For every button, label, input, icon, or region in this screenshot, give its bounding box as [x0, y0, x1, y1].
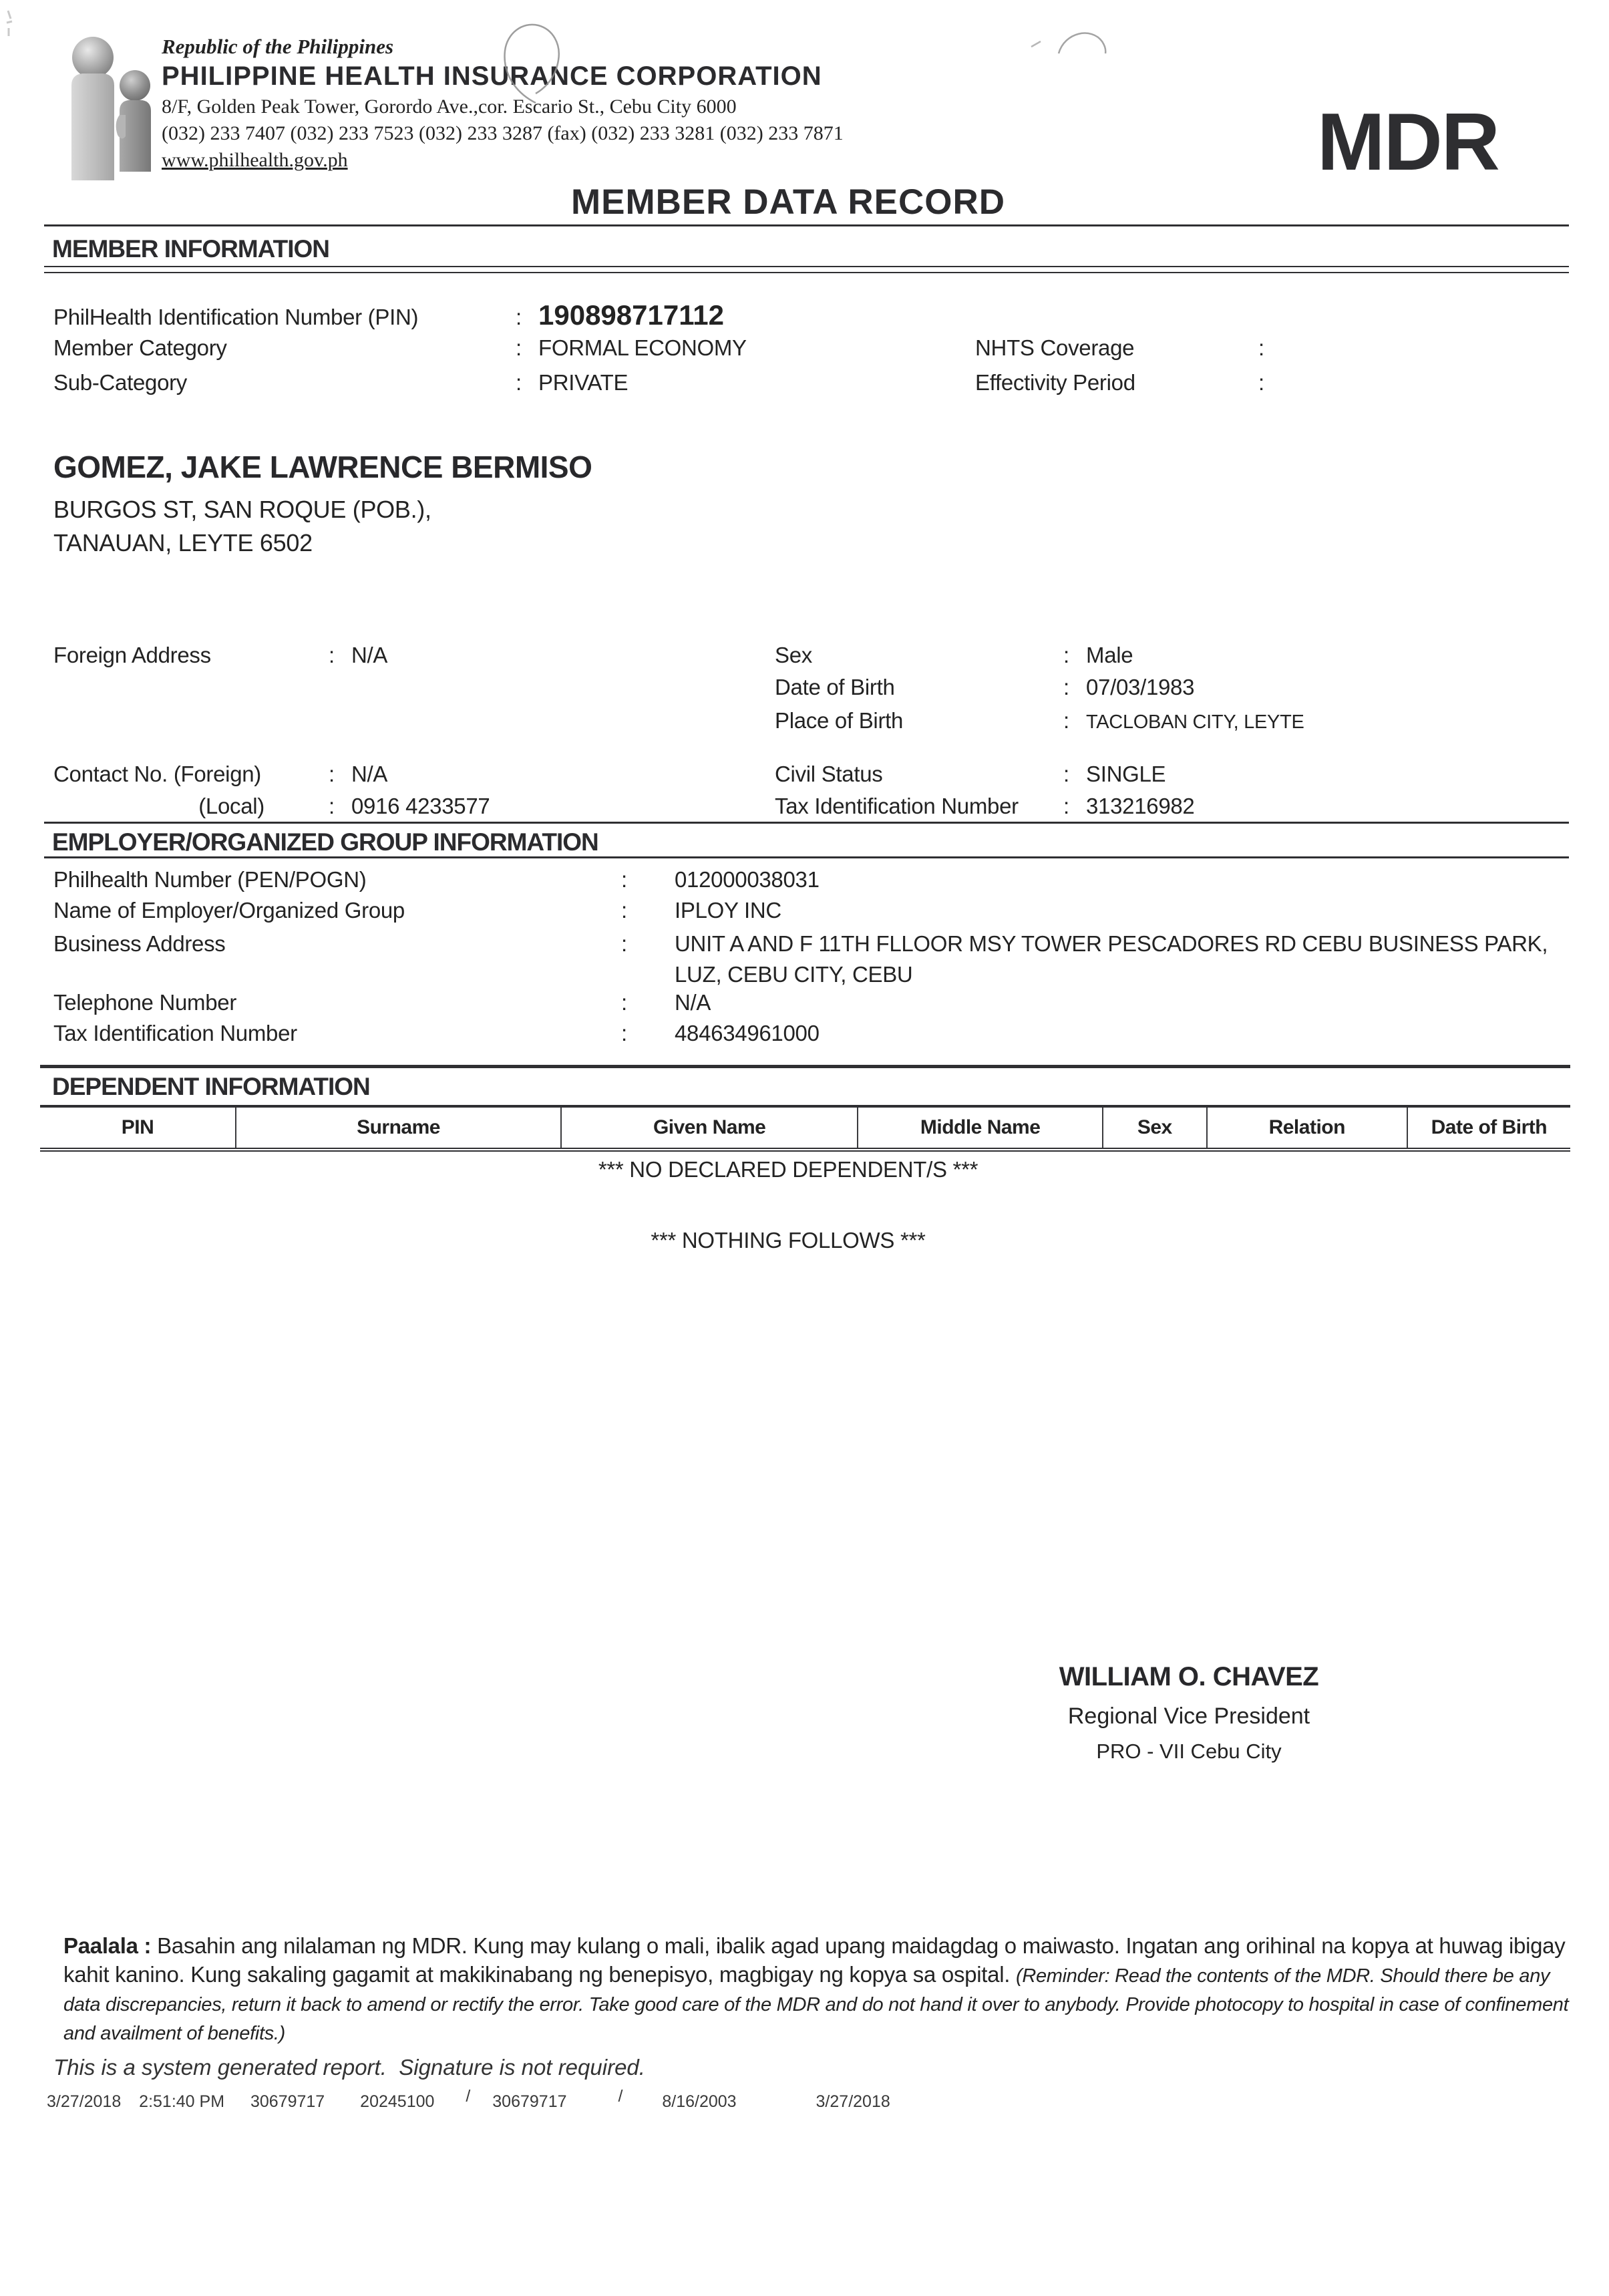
field-member-tin: [775, 794, 1194, 819]
field-place-of-birth: [775, 708, 1304, 733]
member-address-line2: TANAUAN, LEYTE 6502: [53, 529, 313, 556]
dob-value: 07/03/1983: [1086, 675, 1195, 699]
effectivity-label: Effectivity Period: [975, 370, 1135, 395]
pen-value: 012000038031: [675, 867, 820, 892]
contact-local-label: (Local): [198, 794, 264, 818]
divider: [44, 224, 1569, 226]
reference-number: 30679717: [250, 2092, 325, 2111]
edge-artifact: [1, 8, 19, 55]
pin-value: 190898717112: [538, 299, 724, 331]
nhts-label: NHTS Coverage: [975, 335, 1135, 360]
colon: :: [516, 305, 522, 329]
section-member-information: MEMBER INFORMATION: [52, 235, 329, 263]
member-address-line1: BURGOS ST, SAN ROQUE (POB.),: [53, 496, 431, 523]
system-generated-note: This is a system generated report. Signature is not required.: [53, 2055, 645, 2080]
sub-category-label: Sub-Category: [53, 370, 188, 395]
pob-label: Place of Birth: [775, 708, 904, 733]
field-contact-foreign: [53, 762, 387, 787]
corporation-name: PHILIPPINE HEALTH INSURANCE CORPORATION: [162, 61, 822, 91]
contact-local-value: 0916 4233577: [351, 794, 490, 818]
signatory-title: Regional Vice President: [1067, 1703, 1310, 1729]
colon: :: [1063, 643, 1069, 667]
field-nhts-coverage: [975, 335, 1281, 361]
pob-value: TACLOBAN CITY, LEYTE: [1086, 711, 1304, 733]
colon: :: [621, 990, 627, 1015]
reference-number: 30679717: [492, 2092, 567, 2111]
employer-telephone-label: Telephone Number: [53, 990, 237, 1015]
col-relation: Relation: [1206, 1108, 1407, 1148]
field-foreign-address: [53, 643, 387, 668]
colon: :: [621, 1021, 627, 1045]
business-address-value: UNIT A AND F 11TH FLLOOR MSY TOWER PESCADORES RD CEBU BUSINESS PARK, LUZ, CEBU CITY, CEBU: [675, 931, 1548, 987]
divider: [40, 1065, 1570, 1068]
website-link: www.philhealth.gov.ph: [162, 149, 348, 171]
employer-tin-value: 484634961000: [675, 1021, 820, 1045]
divider: [44, 266, 1569, 273]
colon: :: [329, 643, 335, 667]
divider: [44, 856, 1569, 858]
sub-category-value: PRIVATE: [538, 370, 629, 395]
field-contact-local: [53, 794, 490, 819]
col-surname: Surname: [235, 1108, 560, 1148]
field-sub-category: [53, 370, 628, 395]
paalala-text: Basahin ang nilalaman ng MDR. Kung may kulang o mali, ibalik agad upang maidagdag o maiwasto. Ingatan ang orihinal na kopya at huwag ibigay kahit kanino. Kung sakaling gagamit at makikinabang ng benepisyo, magbigay ng kopya sa ospital.: [63, 1933, 1566, 1987]
col-middle-name: Middle Name: [857, 1108, 1102, 1148]
field-employer-name: [53, 898, 781, 923]
col-sex: Sex: [1102, 1108, 1206, 1148]
employer-name-value: IPLOY INC: [675, 898, 781, 923]
mdr-label: MDR: [1317, 96, 1499, 187]
generated-date: 3/27/2018: [47, 2092, 122, 2111]
reference-date: 8/16/2003: [662, 2092, 737, 2111]
document-title: MEMBER DATA RECORD: [570, 182, 1006, 222]
office-address: 8/F, Golden Peak Tower, Gorordo Ave.,cor. Escario St., Cebu City 6000: [162, 96, 737, 118]
section-dependent-information: DEPENDENT INFORMATION: [52, 1073, 370, 1100]
field-member-category: [53, 335, 747, 361]
philhealth-logo: [61, 35, 163, 184]
field-employer-telephone: [53, 990, 711, 1015]
field-pin: [53, 299, 724, 331]
member-tin-value: 313216982: [1086, 794, 1195, 818]
colon: :: [329, 794, 335, 818]
foreign-address-label: Foreign Address: [53, 643, 211, 667]
reference-number: 20245100: [360, 2092, 435, 2111]
nothing-follows-note: *** NOTHING FOLLOWS ***: [651, 1228, 926, 1253]
col-date-of-birth: Date of Birth: [1407, 1108, 1570, 1148]
section-employer-information: EMPLOYER/ORGANIZED GROUP INFORMATION: [52, 828, 598, 856]
member-tin-label: Tax Identification Number: [775, 794, 1019, 818]
civil-status-label: Civil Status: [775, 762, 883, 786]
employer-telephone-value: N/A: [675, 990, 711, 1015]
field-pen: [53, 867, 820, 892]
reference-date: 3/27/2018: [816, 2092, 890, 2111]
field-business-address: [53, 929, 1586, 989]
colon: :: [621, 931, 627, 956]
dob-label: Date of Birth: [775, 675, 895, 699]
foreign-address-value: N/A: [351, 643, 388, 667]
signatory-office: PRO - VII Cebu City: [1096, 1740, 1282, 1763]
colon: :: [1258, 335, 1264, 360]
employer-name-label: Name of Employer/Organized Group: [53, 898, 405, 923]
colon: :: [1063, 675, 1069, 699]
field-civil-status: [775, 762, 1166, 787]
field-sex: [775, 643, 1133, 668]
colon: :: [1063, 762, 1069, 786]
contact-foreign-label: Contact No. (Foreign): [53, 762, 261, 786]
pen-mark-artifact: [1057, 27, 1117, 57]
colon: :: [516, 335, 522, 360]
generated-time: 2:51:40 PM: [139, 2092, 225, 2111]
colon: :: [516, 370, 522, 395]
dependent-table-header: [40, 1105, 1570, 1152]
sex-value: Male: [1086, 643, 1133, 667]
slash-mark: /: [618, 2087, 623, 2106]
field-effectivity-period: [975, 370, 1281, 395]
reminder-text: (Reminder: Read the contents of the MDR. Should there be any data discrepancies, return it back to amend or rectify the error. Take good care of the MDR and do not hand it over to anybody. Provide photocopy to hospital in case of confinement and availment of benefits.): [63, 1965, 1569, 2044]
colon: :: [621, 867, 627, 892]
colon: :: [621, 898, 627, 923]
signatory-name: WILLIAM O. CHAVEZ: [1059, 1662, 1319, 1691]
member-category-value: FORMAL ECONOMY: [538, 335, 747, 360]
member-category-label: Member Category: [53, 335, 227, 360]
smudge-artifact: [1030, 39, 1043, 49]
civil-status-value: SINGLE: [1086, 762, 1166, 786]
colon: :: [1063, 708, 1069, 733]
divider: [44, 822, 1569, 824]
signatory-block: [948, 1662, 1429, 1764]
business-address-label: Business Address: [53, 931, 226, 956]
republic-line: Republic of the Philippines: [162, 35, 394, 58]
letterhead: [162, 35, 844, 172]
pin-label: PhilHealth Identification Number (PIN): [53, 305, 419, 329]
generation-reference-line: [47, 2087, 890, 2112]
office-phones: (032) 233 7407 (032) 233 7523 (032) 233 3287 (fax) (032) 233 3281 (032) 233 7871: [162, 122, 844, 144]
sex-label: Sex: [775, 643, 812, 667]
slash-mark: /: [466, 2087, 471, 2106]
col-pin: PIN: [121, 1116, 154, 1138]
paalala-note: [63, 1932, 1572, 2047]
col-given-name: Given Name: [560, 1108, 857, 1148]
field-date-of-birth: [775, 675, 1194, 700]
employer-tin-label: Tax Identification Number: [53, 1021, 297, 1045]
member-name: GOMEZ, JAKE LAWRENCE BERMISO: [53, 450, 592, 484]
colon: :: [329, 762, 335, 786]
pen-label: Philhealth Number (PEN/POGN): [53, 867, 367, 892]
colon: :: [1258, 370, 1264, 395]
no-dependents-note: *** NO DECLARED DEPENDENT/S ***: [598, 1157, 978, 1182]
colon: :: [1063, 794, 1069, 818]
field-employer-tin: [53, 1021, 820, 1046]
contact-foreign-value: N/A: [351, 762, 388, 786]
paalala-label: Paalala :: [63, 1933, 152, 1958]
